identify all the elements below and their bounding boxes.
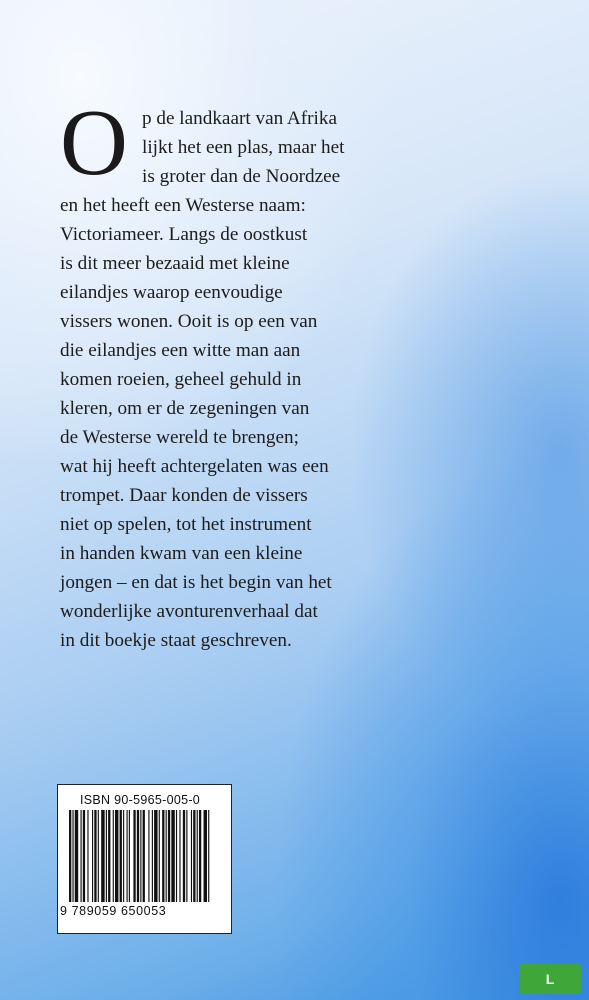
blurb-line: vissers wonen. Ooit is op een van [60,311,318,332]
blurb-line: kleren, om er de zegeningen van [60,398,310,419]
blurb-line: is groter dan de Noordzee [142,166,341,187]
ean-digits: 9 789059 650053 [60,904,167,918]
isbn-text: ISBN 90-5965-005-0 [80,793,201,807]
drop-cap: O [60,91,128,195]
blurb-line: eilandjes waarop eenvoudige [60,282,283,303]
blurb-line: is dit meer bezaaid met kleine [60,253,290,274]
back-cover-blurb [60,104,440,655]
blurb-line: jongen – en dat is het begin van het [60,572,332,593]
blurb-line: wat hij heeft achtergelaten was een [60,456,329,477]
blurb-line: trompet. Daar konden de vissers [60,485,308,506]
blurb-line: niet op spelen, tot het instrument [60,514,312,535]
blurb-line: Victoriameer. Langs de oostkust [60,224,308,245]
blurb-line: en het heeft een Westerse naam: [60,195,306,216]
blurb-line: lijkt het een plas, maar het [142,137,345,158]
blurb-line: komen roeien, geheel gehuld in [60,369,302,390]
blurb-line: p de landkaart van Afrika [142,108,337,129]
blurb-line: de Westerse wereld te brengen; [60,427,299,448]
watermark-logo: L [519,964,581,994]
blurb-line: wonderlijke avonturenverhaal dat [60,601,318,622]
blurb-line: die eilandjes een witte man aan [60,340,301,361]
blurb-line: in handen kwam van een kleine [60,543,303,564]
blurb-line: in dit boekje staat geschreven. [60,630,292,651]
barcode-icon [67,810,223,906]
